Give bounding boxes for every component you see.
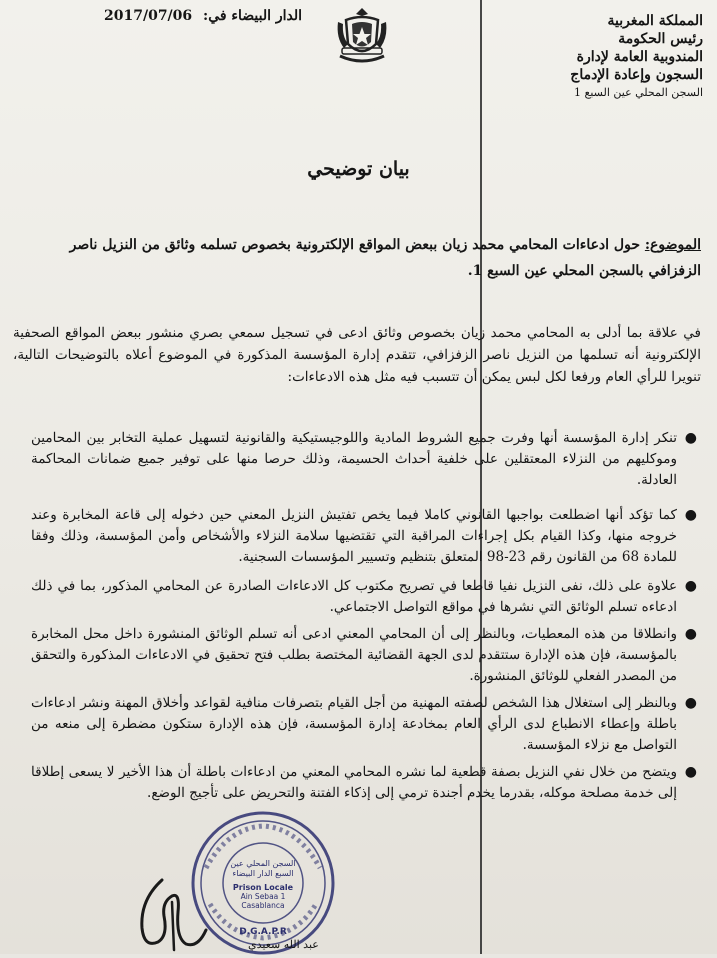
list-item-text: ويتضح من خلال نفي النزيل بصفة قطعية لما نشره المحامي المعني من ادعاءات باطلة أن هذا الأخير لا يسعى إطلاقا إلى خدمة مصلحة موكله، بقدرما يخدم أجندة ترمي إلى إذكاء الفتنة والتحريض على تأجيج الوضع. bbox=[31, 764, 677, 801]
seal-latin-line-2: Ain Sebaa 1 bbox=[240, 892, 286, 901]
seal-inner-line-1: السجن المحلي عين bbox=[230, 859, 296, 868]
subject-text: حول ادعاءات المحامي محمد زيان ببعض المواقع الإلكترونية بخصوص تسلمه وثائق من النزيل ناصر الزفزافي بالسجن المحلي عين السبع 1. bbox=[69, 237, 701, 279]
bullet-icon: ● bbox=[684, 626, 697, 642]
bullet-icon: ● bbox=[684, 507, 697, 523]
list-item bbox=[31, 428, 699, 491]
subject-line bbox=[21, 232, 701, 284]
seal-bottom-code: D.G.A.P.R bbox=[239, 927, 287, 937]
intro-paragraph: في علاقة بما أدلى به المحامي محمد زيان بخصوص وثائق ادعى في تسجيل سمعي بصري منشور ببعض المواقع الصحفية الإلكترونية أنه تسلمها من النزيل ناصر الزفزافي، تتقدم إدارة المؤسسة المذكورة في الموضوع أعلاه بالتوضيحات التالية، تنويرا للرأي العام ورفعا لكل لبس يمكن أن تتسبب فيه مثل هذه الادعاءات: bbox=[13, 325, 701, 385]
list-item-text: تنكر إدارة المؤسسة أنها وفرت جميع الشروط المادية واللوجيستيكية والقانونية لتسهيل عملية التخابر بين المحامين وموكليهم من النزلاء المعتقلين على خلفية أحداث الحسيمة، وذلك حرصا منها على توفير جميع ضمانات المحاكمة العادلة. bbox=[31, 430, 677, 488]
list-item bbox=[31, 576, 699, 618]
handwritten-signature-icon bbox=[128, 872, 218, 954]
seal-latin-line-3: Casablanca bbox=[241, 901, 285, 910]
header-line-local-prison: السجن المحلي عين السبع 1 bbox=[573, 86, 703, 99]
bullet-icon: ● bbox=[684, 695, 697, 711]
header-line-prisons: السجون وإعادة الإدماج bbox=[570, 67, 703, 83]
date-value: 2017/07/06 bbox=[104, 8, 193, 24]
coat-of-arms-icon bbox=[332, 4, 392, 70]
header-line-delegation: المندوبية العامة لإدارة bbox=[576, 49, 703, 65]
header-line-government: رئيس الحكومة bbox=[618, 31, 703, 47]
list-item-text: علاوة على ذلك، نفى النزيل نفيا قاطعا في تصريح مكتوب كل الادعاءات الصادرة عن المحامي المذكور، بما في ذلك ادعاءه تسلم الوثائق التي نشرها في مواقع التواصل الاجتماعي. bbox=[31, 578, 677, 615]
place-label: الدار البيضاء في: bbox=[203, 8, 303, 24]
bullet-icon: ● bbox=[684, 430, 697, 446]
list-item-text: وانطلاقا من هذه المعطيات، وبالنظر إلى أن المحامي المعني ادعى أنه تسلم الوثائق المنشورة داخل محل المخابرة بالمؤسسة، فإن هذه الإدارة ستتقدم لدى الجهة القضائية المختصة بطلب فتح تحقيق في الادعاءات المذكورة والتحقق من المصدر الفعلي للوثائق المنشورة. bbox=[31, 626, 677, 684]
list-item bbox=[31, 624, 699, 687]
place-date bbox=[104, 8, 304, 24]
signatory-name: عبد الله سعيدي bbox=[248, 938, 319, 951]
document-title: بيان توضيحي bbox=[307, 158, 410, 180]
bullet-icon: ● bbox=[684, 578, 697, 594]
list-item-text: كما تؤكد أنها اضطلعت بواجبها القانوني كاملا فيما يخص تفتيش النزيل المعني حين دخوله إلى قاعة المخابرة وعند خروجه منها، وكذا القيام بكل إجراءات المراقبة التي تقتضيها سلامة النزلاء والأشخاص وأمن المؤسسة، وذلك وفقا للمادة 68 من القانون رقم 23-98 المتعلق بتنظيم وتسيير المؤسسات السجنية. bbox=[31, 507, 677, 565]
subject-label: الموضوع: bbox=[644, 237, 701, 253]
list-item bbox=[31, 762, 699, 804]
institution-header bbox=[463, 12, 703, 102]
seal-inner-line-2: السبع الدار البيضاء bbox=[232, 869, 294, 878]
list-item bbox=[31, 693, 699, 756]
bullet-icon: ● bbox=[684, 764, 697, 780]
list-item-text: وبالنظر إلى استغلال هذا الشخص لصفته المهنية من أجل القيام بتصرفات منافية لقواعد وأخلاق المهنة ونشر ادعاءات باطلة وإعطاء الانطباع لدى الرأي العام بمخادعة إدارة المؤسسة، فإن هذه الإدارة ستكون مضطرة إلى منعه من التواصل مع نزلاء المؤسسة. bbox=[31, 695, 677, 753]
seal-latin-line-1: Prison Locale bbox=[232, 883, 294, 892]
clarifications-list bbox=[31, 428, 699, 810]
list-item bbox=[31, 505, 699, 568]
header-line-kingdom: المملكة المغربية bbox=[607, 13, 703, 29]
